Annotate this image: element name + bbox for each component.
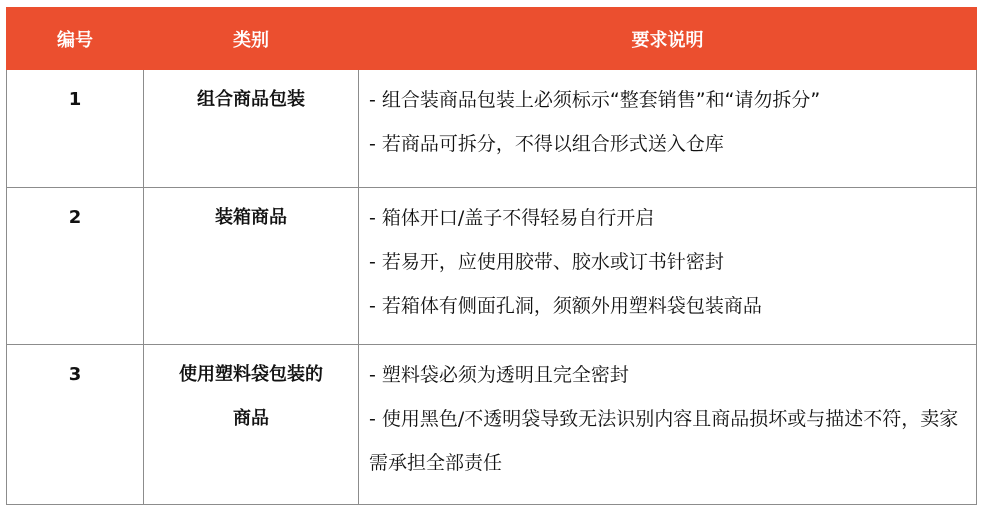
category-text: 使用塑料袋包装的 [179, 364, 323, 385]
row-number: 2 [7, 188, 144, 345]
table-row [7, 188, 977, 345]
row-requirements [359, 188, 977, 345]
requirements-table-container [6, 7, 976, 505]
requirement-item: - 组合装商品包装上必须标示“整套销售”和“请勿拆分” [369, 89, 821, 111]
row-category [144, 188, 359, 345]
requirement-item: - 若箱体有侧面孔洞，须额外用塑料袋包装商品 [369, 295, 762, 317]
category-text: 组合商品包装 [197, 89, 305, 110]
header-number: 编号 [7, 8, 144, 70]
table-body [7, 70, 977, 505]
header-requirements: 要求说明 [359, 8, 977, 70]
requirement-item: - 塑料袋必须为透明且完全密封 [369, 364, 629, 386]
category-text: 商品 [233, 408, 269, 429]
row-requirements [359, 70, 977, 188]
table-header [7, 8, 977, 70]
header-category: 类别 [144, 8, 359, 70]
category-text: 装箱商品 [215, 207, 287, 228]
row-number: 3 [7, 345, 144, 505]
row-number: 1 [7, 70, 144, 188]
row-category [144, 70, 359, 188]
row-category [144, 345, 359, 505]
table-row [7, 70, 977, 188]
requirement-item: - 若商品可拆分，不得以组合形式送入仓库 [369, 133, 724, 155]
table-row [7, 345, 977, 505]
requirement-item: - 使用黑色/不透明袋导致无法识别内容且商品损坏或与描述不符，卖家需承担全部责任 [369, 408, 959, 474]
packaging-requirements-table [6, 7, 977, 505]
requirement-item: - 箱体开口/盖子不得轻易自行开启 [369, 207, 655, 229]
row-requirements [359, 345, 977, 505]
header-row [7, 8, 977, 70]
requirement-item: - 若易开，应使用胶带、胶水或订书针密封 [369, 251, 724, 273]
